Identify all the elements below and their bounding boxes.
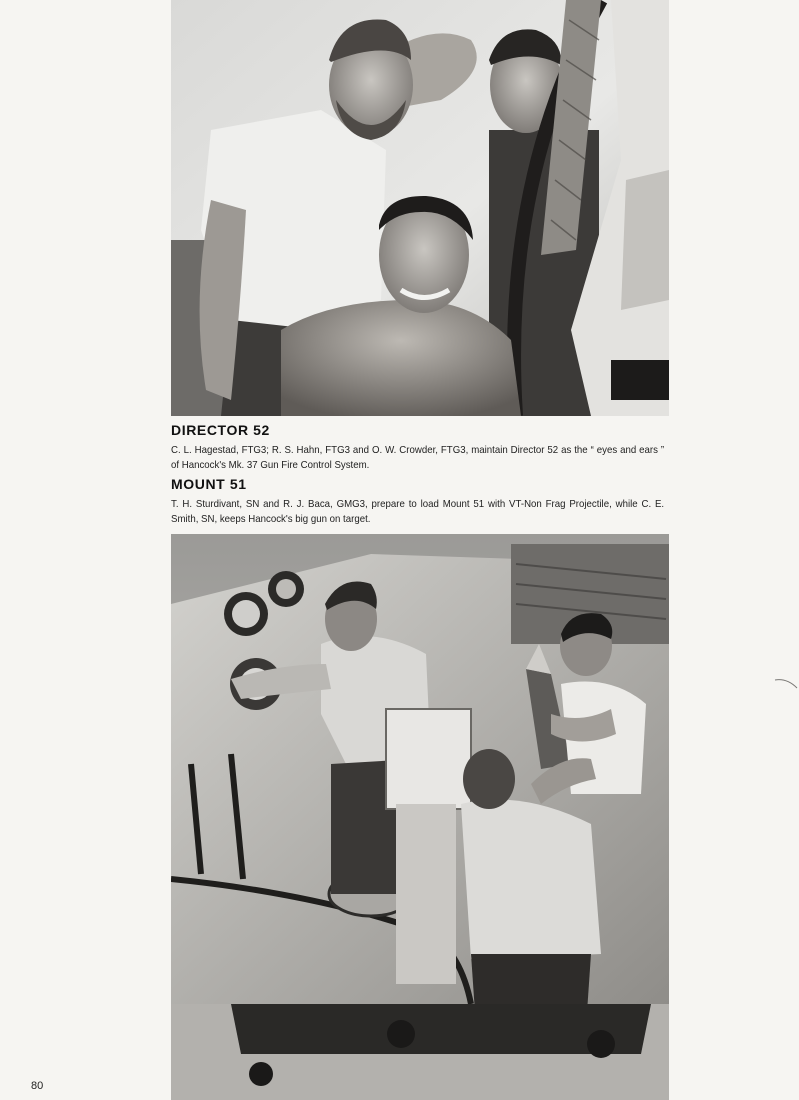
mount-51-caption: T. H. Sturdivant, SN and R. J. Baca, GMG3, prepare to load Mount 51 with VT-Non Frag Projectile, while C. E. Smith, SN, keeps Hancock's big gun on target.	[171, 498, 665, 525]
margin-curve-mark	[773, 676, 799, 700]
page-number: 80	[31, 1080, 44, 1092]
director-52-heading: DIRECTOR 52	[171, 422, 270, 438]
mount-51-photo-image	[171, 534, 669, 1100]
director-52-caption: C. L. Hagestad, FTG3; R. S. Hahn, FTG3 and O. W. Crowder, FTG3, maintain Director 52 as the “ eyes and ears ” of Hancock's Mk. 37 Gun Fire Control System.	[171, 444, 665, 471]
mount-51-photo	[171, 534, 669, 1100]
director-52-photo-image	[171, 0, 669, 416]
mount-51-heading: MOUNT 51	[171, 476, 247, 492]
director-52-photo	[171, 0, 669, 416]
